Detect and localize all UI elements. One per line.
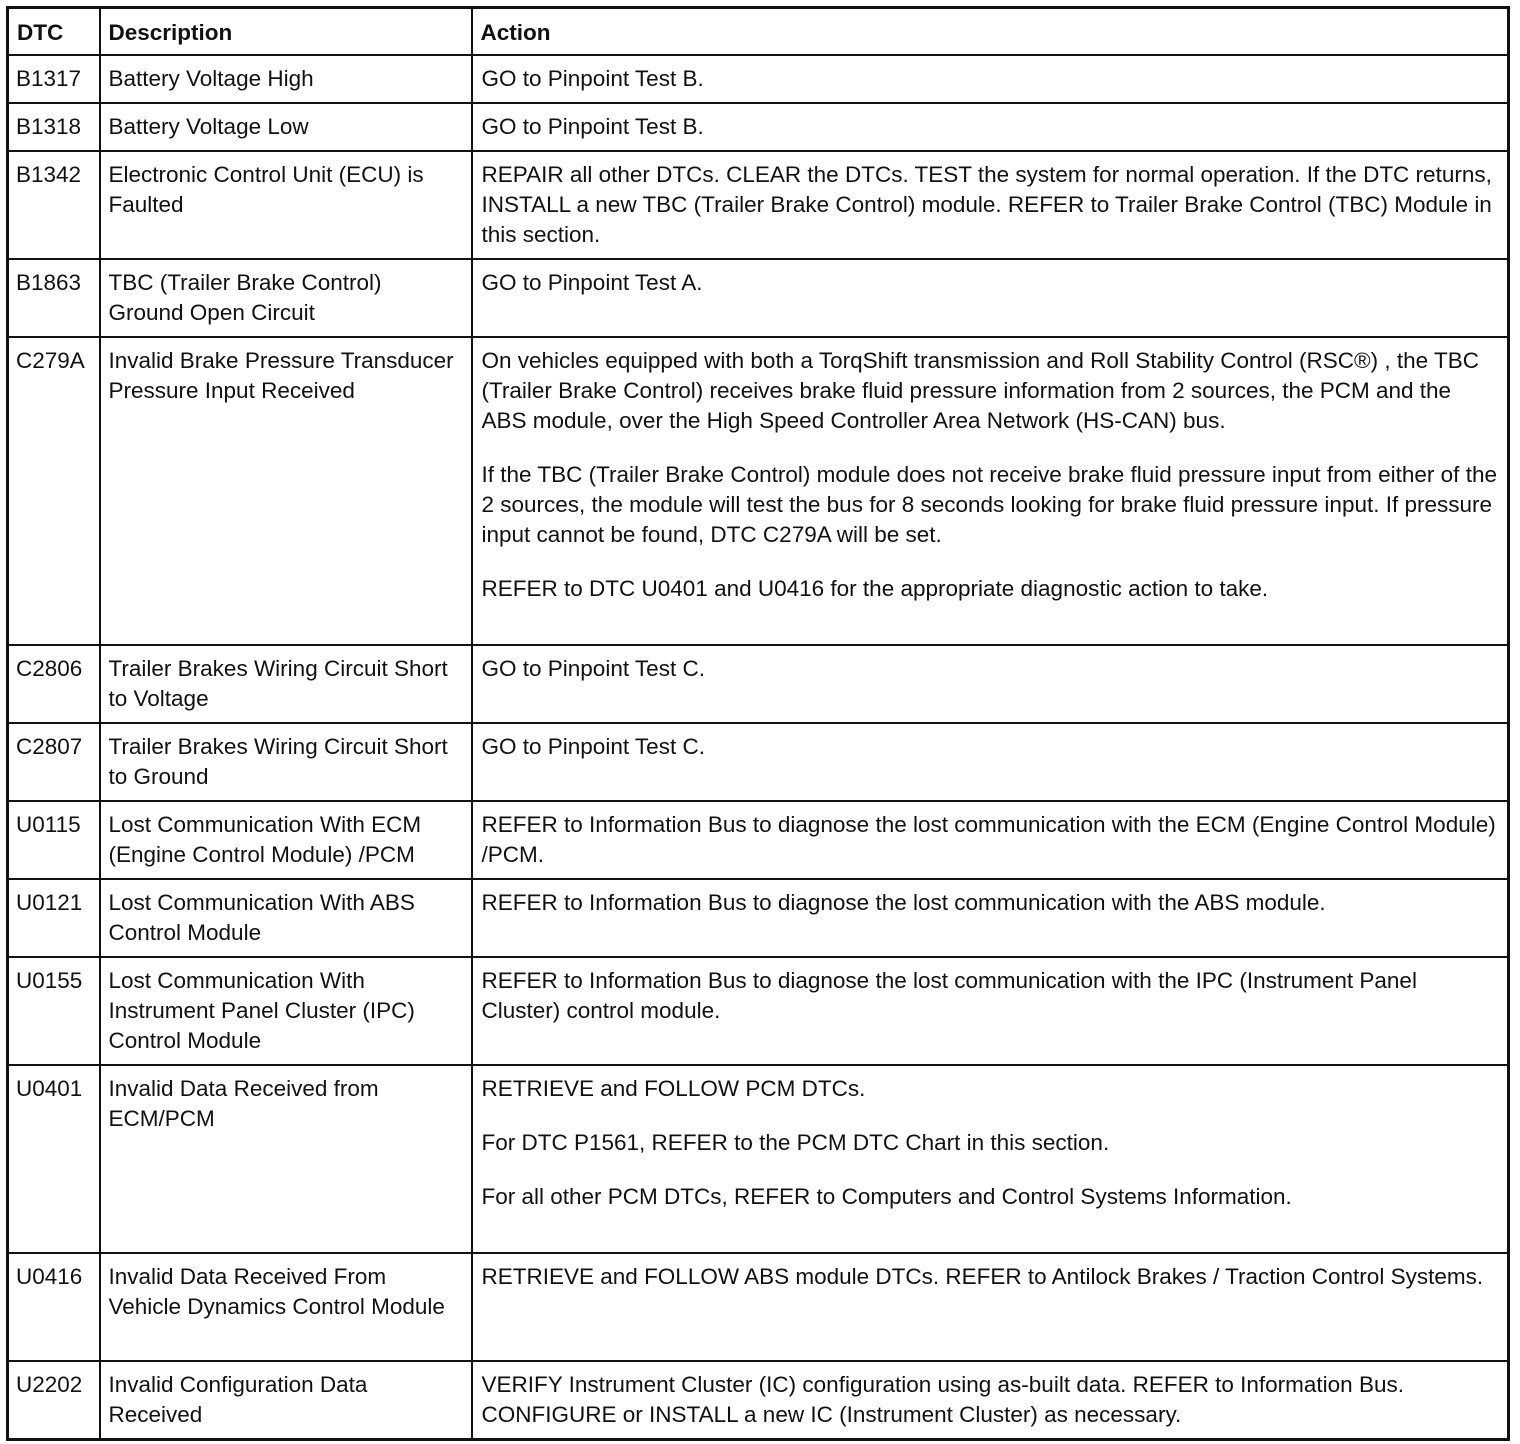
- dtc-action: [472, 1253, 1509, 1361]
- table-row: [8, 801, 1509, 879]
- table-row: [8, 1065, 1509, 1253]
- table-row: [8, 1253, 1509, 1361]
- dtc-description: Invalid Data Received From Vehicle Dynamics Control Module: [100, 1253, 472, 1361]
- dtc-description: Battery Voltage High: [100, 55, 472, 103]
- table-row: [8, 103, 1509, 151]
- dtc-description: Lost Communication With ECM (Engine Control Module) /PCM: [100, 801, 472, 879]
- dtc-code: U2202: [8, 1361, 100, 1440]
- dtc-code: U0401: [8, 1065, 100, 1253]
- dtc-action: [472, 645, 1509, 723]
- action-text: RETRIEVE and FOLLOW ABS module DTCs. REFER to Antilock Brakes / Traction Control Systems.: [481, 1264, 1484, 1289]
- dtc-code: B1863: [8, 259, 100, 337]
- dtc-action: [472, 1361, 1509, 1440]
- dtc-code: B1342: [8, 151, 100, 259]
- action-text: GO to Pinpoint Test B.: [481, 114, 704, 139]
- dtc-action: [472, 801, 1509, 879]
- table-row: [8, 337, 1509, 645]
- header-dtc: DTC: [8, 8, 100, 56]
- table-row: [8, 1361, 1509, 1440]
- dtc-description: Invalid Data Received from ECM/PCM: [100, 1065, 472, 1253]
- action-text: For all other PCM DTCs, REFER to Computers and Control Systems Information.: [481, 1184, 1292, 1209]
- dtc-table: [6, 6, 1510, 1441]
- dtc-action: [472, 103, 1509, 151]
- action-text: GO to Pinpoint Test B.: [481, 66, 704, 91]
- dtc-code: C2807: [8, 723, 100, 801]
- dtc-code: C2806: [8, 645, 100, 723]
- action-text: RETRIEVE and FOLLOW PCM DTCs.: [481, 1076, 866, 1101]
- table-row: [8, 259, 1509, 337]
- dtc-description: Trailer Brakes Wiring Circuit Short to Ground: [100, 723, 472, 801]
- table-row: [8, 723, 1509, 801]
- dtc-description: Lost Communication With Instrument Panel Cluster (IPC) Control Module: [100, 957, 472, 1065]
- dtc-code: B1318: [8, 103, 100, 151]
- action-text: REFER to DTC U0401 and U0416 for the appropriate diagnostic action to take.: [481, 576, 1269, 601]
- dtc-code: U0115: [8, 801, 100, 879]
- action-text: If the TBC (Trailer Brake Control) module does not receive brake fluid pressure input from either of the 2 sources, the module will test the bus for 8 seconds looking for brake fluid pressure input. If pressure input cannot be found, DTC C279A will be set.: [481, 462, 1497, 547]
- action-text: REPAIR all other DTCs. CLEAR the DTCs. TEST the system for normal operation. If the DTC returns, INSTALL a new TBC (Trailer Brake Control) module. REFER to Trailer Brake Control (TBC) Module in this section.: [481, 162, 1492, 247]
- dtc-action: [472, 957, 1509, 1065]
- table-row: [8, 957, 1509, 1065]
- dtc-code: C279A: [8, 337, 100, 645]
- dtc-action: [472, 879, 1509, 957]
- dtc-code: U0416: [8, 1253, 100, 1361]
- dtc-action: [472, 1065, 1509, 1253]
- dtc-description: Battery Voltage Low: [100, 103, 472, 151]
- action-text: VERIFY Instrument Cluster (IC) configuration using as-built data. REFER to Information Bus. CONFIGURE or INSTALL a new IC (Instrument Cluster) as necessary.: [481, 1372, 1404, 1427]
- dtc-action: [472, 723, 1509, 801]
- dtc-code: U0121: [8, 879, 100, 957]
- action-text: On vehicles equipped with both a TorqShift transmission and Roll Stability Control (RSC®) , the TBC (Trailer Brake Control) receives brake fluid pressure information from 2 sources, the PCM and the ABS module, over the High Speed Controller Area Network (HS-CAN) bus.: [481, 348, 1479, 433]
- dtc-action: [472, 259, 1509, 337]
- dtc-action: [472, 337, 1509, 645]
- dtc-action: [472, 151, 1509, 259]
- table-row: [8, 151, 1509, 259]
- table-row: [8, 645, 1509, 723]
- action-text: REFER to Information Bus to diagnose the lost communication with the ECM (Engine Control Module) /PCM.: [481, 812, 1496, 867]
- dtc-description: Invalid Configuration Data Received: [100, 1361, 472, 1440]
- dtc-action: [472, 55, 1509, 103]
- dtc-description: Invalid Brake Pressure Transducer Pressure Input Received: [100, 337, 472, 645]
- action-text: GO to Pinpoint Test C.: [481, 734, 705, 759]
- dtc-code: B1317: [8, 55, 100, 103]
- action-text: REFER to Information Bus to diagnose the lost communication with the ABS module.: [481, 890, 1326, 915]
- table-row: [8, 55, 1509, 103]
- action-text: GO to Pinpoint Test A.: [481, 270, 703, 295]
- dtc-description: TBC (Trailer Brake Control) Ground Open Circuit: [100, 259, 472, 337]
- dtc-description: Electronic Control Unit (ECU) is Faulted: [100, 151, 472, 259]
- dtc-description: Trailer Brakes Wiring Circuit Short to Voltage: [100, 645, 472, 723]
- header-description: Description: [100, 8, 472, 56]
- header-row: [8, 8, 1509, 56]
- dtc-description: Lost Communication With ABS Control Module: [100, 879, 472, 957]
- action-text: For DTC P1561, REFER to the PCM DTC Chart in this section.: [481, 1130, 1110, 1155]
- header-action: Action: [472, 8, 1509, 56]
- table-row: [8, 879, 1509, 957]
- action-text: GO to Pinpoint Test C.: [481, 656, 705, 681]
- dtc-code: U0155: [8, 957, 100, 1065]
- action-text: REFER to Information Bus to diagnose the lost communication with the IPC (Instrument Panel Cluster) control module.: [481, 968, 1417, 1023]
